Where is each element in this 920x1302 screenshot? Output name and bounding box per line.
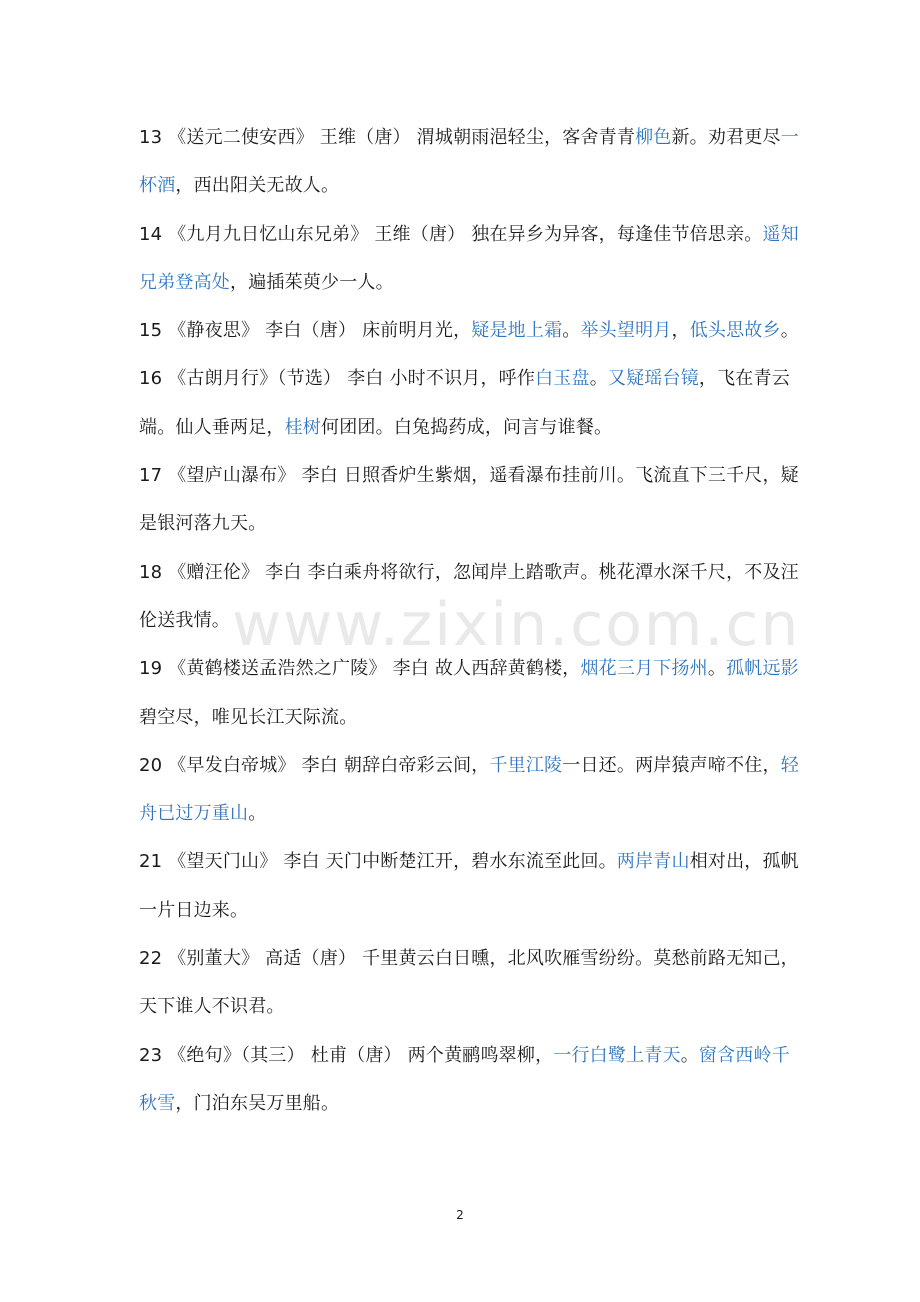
entry-text: 。	[589, 368, 608, 390]
page-number: 2	[456, 1208, 464, 1222]
entry-text: 14 《九月九日忆山东兄弟》 王维（唐） 独在异乡为异客，每逢佳节倍思亲。	[139, 223, 763, 245]
entry-text: ，遍插茱萸少一人。	[230, 271, 394, 293]
highlighted-text: 桂树	[284, 416, 322, 438]
highlighted-text: 一行白鹭上青天	[553, 1044, 681, 1066]
entry-text: 一日还。两岸猿声啼不住，	[562, 754, 781, 776]
entry-text: 20 《早发白帝城》 李白 朝辞白帝彩云间，	[139, 754, 490, 776]
highlighted-text: 低头思故乡	[689, 320, 781, 342]
highlighted-text: 一杯酒	[139, 127, 799, 197]
entry-text: 。	[680, 1044, 699, 1066]
entry-text: 。	[562, 320, 581, 342]
entry-text: ，西出阳关无故人。	[175, 175, 340, 197]
poem-entry	[139, 838, 801, 935]
poem-list	[139, 114, 801, 1128]
entry-text: 15 《静夜思》 李白（唐） 床前明月光，	[139, 320, 472, 342]
entry-text: 18 《赠汪伦》 李白 李白乘舟将欲行，忽闻岸上踏歌声。桃花潭水深千尺，不及汪伦送我情。	[139, 561, 799, 631]
entry-text: 相对出，孤帆一片日边来。	[139, 851, 799, 921]
entry-text: 22 《别董大》 高适（唐） 千里黄云白日曛，北风吹雁雪纷纷。莫愁前路无知己，天下谁人不识君。	[139, 948, 799, 1018]
entry-text: 21 《望天门山》 李白 天门中断楚江开，碧水东流至此回。	[139, 851, 617, 873]
entry-text: 。	[780, 320, 799, 342]
highlighted-text: 又疑瑶台镜	[607, 368, 699, 390]
entry-text: ，门泊东吴万里船。	[175, 1092, 340, 1114]
entry-text: ，	[671, 320, 690, 342]
entry-text: ，飞在青云端。仙人垂两足，	[139, 368, 790, 438]
entry-text: 19 《黄鹤楼送孟浩然之广陵》 李白 故人西辞黄鹤楼，	[139, 658, 581, 680]
highlighted-text: 烟花三月下扬州	[580, 658, 708, 680]
highlighted-text: 轻舟已过万重山	[139, 754, 799, 825]
entry-text: 16 《古朗月行》（节选） 李白 小时不识月，呼作	[139, 368, 536, 390]
highlighted-text: 疑是地上霜	[471, 320, 563, 342]
entry-text: 17 《望庐山瀑布》 李白 日照香炉生紫烟，遥看瀑布挂前川。飞流直下三千尺，疑是银河落九天。	[139, 465, 799, 535]
entry-text: 13 《送元二使安西》 王维（唐） 渭城朝雨浥轻尘，客舍青青	[139, 127, 636, 148]
poem-entry	[139, 935, 801, 1032]
poem-entry	[139, 549, 801, 646]
poem-entry	[139, 114, 801, 211]
poem-entry	[139, 355, 801, 452]
highlighted-text: 窗含西岭千秋雪	[139, 1044, 790, 1114]
highlighted-text: 举头望明月	[580, 320, 672, 342]
poem-entry	[139, 211, 801, 308]
highlighted-text: 遥知兄弟登高处	[139, 223, 799, 293]
poem-entry	[139, 452, 801, 549]
highlighted-text: 千里江陵	[489, 754, 563, 776]
highlighted-text: 白玉盘	[535, 368, 590, 390]
poem-entry	[139, 1032, 801, 1129]
entry-text: 新。劝君更尽	[671, 127, 781, 148]
entry-text: 。	[707, 658, 727, 680]
entry-text: 23 《绝句》（其三） 杜甫（唐） 两个黄鹂鸣翠柳，	[139, 1044, 554, 1066]
poem-entry	[139, 742, 801, 839]
entry-text: 何团团。白兔捣药成，问言与谁餐。	[321, 416, 613, 438]
watermark: www.zixin.com.cn	[232, 590, 801, 660]
poem-entry	[139, 307, 801, 355]
highlighted-text: 两岸青山	[616, 851, 690, 873]
entry-text: 。	[248, 803, 267, 825]
poem-entry	[139, 645, 801, 742]
entry-text: 碧空尽，唯见长江天际流。	[139, 706, 358, 728]
highlighted-text: 孤帆远影	[726, 658, 799, 680]
highlighted-text: 柳色	[635, 127, 672, 148]
